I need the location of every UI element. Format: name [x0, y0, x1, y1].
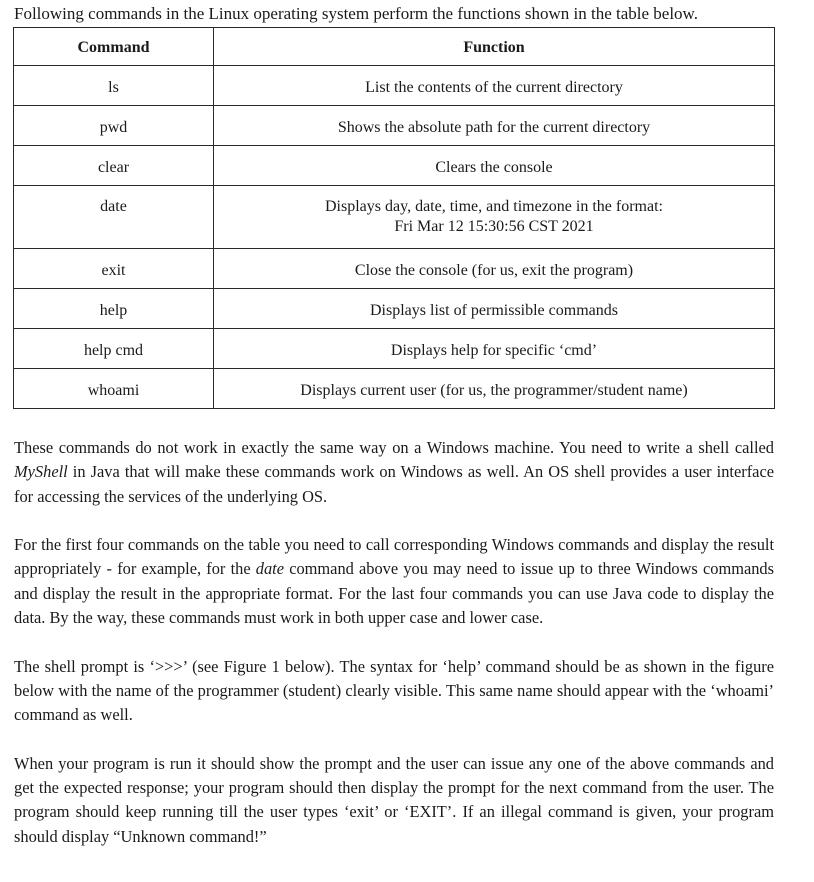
header-function: Function: [214, 28, 775, 66]
command-cell: clear: [14, 146, 214, 186]
command-cell: exit: [14, 249, 214, 289]
function-cell: [214, 186, 775, 249]
body-text: [14, 436, 774, 873]
header-command: Command: [14, 28, 214, 66]
table-row: [14, 106, 775, 146]
myshell-name: MyShell: [14, 462, 68, 482]
date-emphasis: date: [255, 559, 285, 579]
function-cell: Displays list of permissible commands: [214, 289, 775, 329]
table-row: [14, 249, 775, 289]
table-row: [14, 146, 775, 186]
table-row: [14, 289, 775, 329]
paragraph-first-four: For the first four commands on the table you need to call corresponding Windows commands and display the result appropriately - for example, for the date command above you may need to issue up to three Windows commands and display the result in the appropriate format. For the last four commands you can use Java code to display the data. By the way, these commands must work in both upper case and lower case.: [14, 535, 774, 628]
table-header-row: [14, 28, 775, 66]
function-cell: Close the console (for us, exit the program): [214, 249, 775, 289]
function-cell: List the contents of the current directory: [214, 66, 775, 106]
command-cell: ls: [14, 66, 214, 106]
function-line: Displays day, date, time, and timezone in the format:: [325, 198, 663, 215]
command-cell: pwd: [14, 106, 214, 146]
paragraph-run: When your program is run it should show the prompt and the user can issue any one of the above commands and get the expected response; your program should then display the prompt for the next command from the user. The program should keep running till the user types ‘exit’ or ‘EXIT’. If an illegal command is given, your program should display “Unknown command!”: [14, 753, 774, 846]
command-cell: help: [14, 289, 214, 329]
paragraph-prompt: The shell prompt is ‘>>>’ (see Figure 1 below). The syntax for ‘help’ command should be as shown in the figure below with the name of the programmer (student) clearly visible. This same name should appear with the ‘whoami’ command as well.: [14, 656, 774, 725]
command-cell: help cmd: [14, 329, 214, 369]
command-cell: date: [14, 186, 214, 249]
date-format-example: Fri Mar 12 15:30:56 CST 2021: [394, 218, 594, 235]
table-row: [14, 186, 775, 249]
function-cell: Displays help for specific ‘cmd’: [214, 329, 775, 369]
intro-text: Following commands in the Linux operating system perform the functions shown in the table below.: [14, 4, 698, 23]
function-cell: Shows the absolute path for the current directory: [214, 106, 775, 146]
function-cell: Displays current user (for us, the programmer/student name): [214, 369, 775, 409]
table-row: [14, 329, 775, 369]
table-row: [14, 66, 775, 106]
paragraph-myshell: These commands do not work in exactly the same way on a Windows machine. You need to write a shell called MyShell in Java that will make these commands work on Windows as well. An OS shell provides a user interface for accessing the services of the underlying OS.: [14, 438, 774, 506]
command-cell: whoami: [14, 369, 214, 409]
function-cell: Clears the console: [214, 146, 775, 186]
commands-table: [13, 27, 775, 409]
table-row: [14, 369, 775, 409]
